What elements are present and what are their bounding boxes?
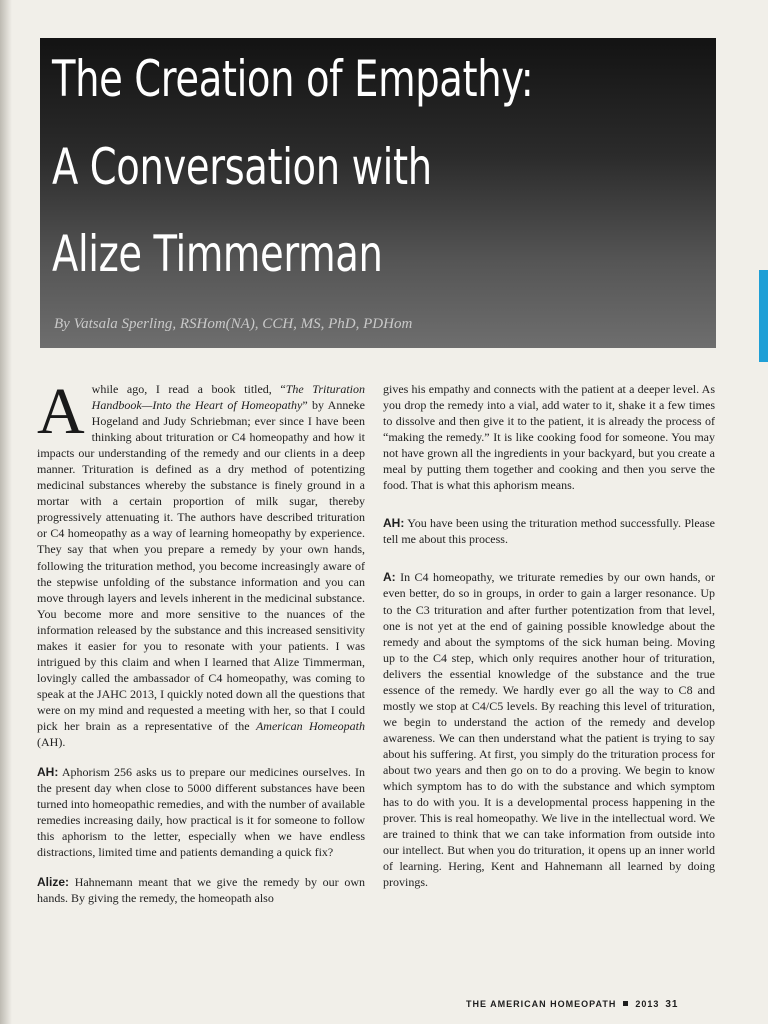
page-number: 31 bbox=[665, 999, 679, 1010]
intro-text-start: while ago, I read a book titled, “ bbox=[91, 382, 286, 396]
answer-2-text: In C4 homeopathy, we triturate remedies by our own hands, or even better, do so in groups, in order to gain a larger resonance. Up to the C3 trituration and after further potentization from that level, one is not yet at the end of gaining possible knowledge about the remedy and about the symptoms of the sick human being. Moving up to the C4 step, which only requires another hour of trituration, delivers the essential knowledge of the substance and the true essence of the remedy. We hardly ever go all the way to C8 and mostly we stop at C4/C5 levels. By reaching this level of trituration, we begin to understand the action of the remedy and develop awareness. We can then understand what the patient is trying to say about his suffering. At first, you simply do the trituration process for about two years and then go on to do a proving. We begin to know which symptom has to do with the substance and which symptom has to do with you. It is a developmental process happening in the prover. This is real homeopathy. We live in the intellectual word. We are trained to think that we can take information from outside into our intellect. But when you do trituration, it opens up an inner world of learning. Hering, Kent and Hahnemann all learned by doing provings. bbox=[383, 570, 715, 890]
question-2-paragraph bbox=[383, 515, 715, 547]
article-title-line-2: A Conversation with bbox=[52, 138, 432, 196]
question-2-text: You have been using the trituration method successfully. Please tell me about this process. bbox=[383, 516, 715, 547]
article-header-banner bbox=[40, 38, 716, 348]
magazine-name: American Homeopath bbox=[255, 718, 365, 733]
article-title-line-3: Alize Timmerman bbox=[52, 225, 383, 283]
drop-cap: A bbox=[37, 375, 85, 448]
answer-1-paragraph bbox=[37, 874, 365, 906]
answer-2-paragraph bbox=[383, 569, 715, 890]
article-byline: By Vatsala Sperling, RSHom(NA), CCH, MS, PhD, PDHom bbox=[54, 316, 413, 332]
article-title-line-1: The Creation of Empathy: bbox=[52, 50, 534, 108]
page-gutter-shadow bbox=[0, 0, 12, 1024]
answer-1-text: Hahnemann meant that we give the remedy by our own hands. By giving the remedy, the homeopath also bbox=[37, 875, 365, 906]
footer-magazine-name: THE AMERICAN HOMEOPATH bbox=[466, 999, 617, 1009]
page-footer bbox=[466, 999, 679, 1010]
intro-text-end: (AH). bbox=[37, 735, 66, 750]
left-text-column bbox=[37, 375, 365, 906]
section-edge-tab bbox=[759, 270, 768, 362]
book-title: The Trituration Handbook—Into the Heart of Homeopathy bbox=[91, 382, 365, 413]
question-1-paragraph bbox=[37, 764, 365, 860]
interviewee-label: Alize: bbox=[37, 875, 70, 890]
answer-1-continued: gives his empathy and connects with the patient at a deeper level. As you drop the remedy into a vial, add water to it, shake it a few times to dissolve and then give it to the patient, it is already the process of “making the remedy.” It is like cooking food for someone. You may not have grown all the ingredients in your backyard, but you create a meal by putting them together and cooking and then you serve the food. That is what this aphorism means. bbox=[383, 382, 715, 493]
right-text-column bbox=[383, 381, 715, 890]
intro-text-body: ” by Anneke Hogeland and Judy Schriebman; ever since I have been thinking about trituration or C4 homeopathy and how it impacts our understanding of the remedy and our clients in a deep manner. Trituration is defined as a dry method of potentizing medicinal substances whereby the substance is finely ground in a mortar with a certain proportion of milk sugar, thereby progressively attenuating it. The authors have described trituration or C4 homeopathy as a way of learning homeopathy by experience. They say that when you prepare a remedy by your own hands, following the trituration method, you become increasingly aware of the stepwise unfolding of the substance information and you can move through layers and levels inherent in the medicinal substance. You become more and more sensitive to the nuances of the information released by the substance and this increased sensitivity makes it easier for you to resonate with your patients. I was intrigued by this claim and when I learned that Alize Timmerman, lovingly called the ambassador of C4 homeopathy, was coming to speak at the JAHC 2013, I quickly noted down all the questions that were on my mind and requested a meeting with her, so that I could pick her brain as a representative of the bbox=[37, 398, 365, 733]
footer-year: 2013 bbox=[635, 999, 660, 1009]
interviewer-label: AH: bbox=[383, 516, 405, 531]
interviewee-label: A: bbox=[383, 570, 396, 585]
footer-separator-square bbox=[623, 1001, 628, 1006]
interviewer-label: AH: bbox=[37, 765, 59, 780]
intro-paragraph bbox=[37, 375, 365, 750]
question-1-text: Aphorism 256 asks us to prepare our medicines ourselves. In the present day when close to 5000 different substances have been turned into homeopathic remedies, and with the number of available remedies increasing daily, how practical is it for someone to follow this aphorism to the letter, especially when we have endless distractions, limited time and patients demanding a quick fix? bbox=[37, 765, 365, 860]
